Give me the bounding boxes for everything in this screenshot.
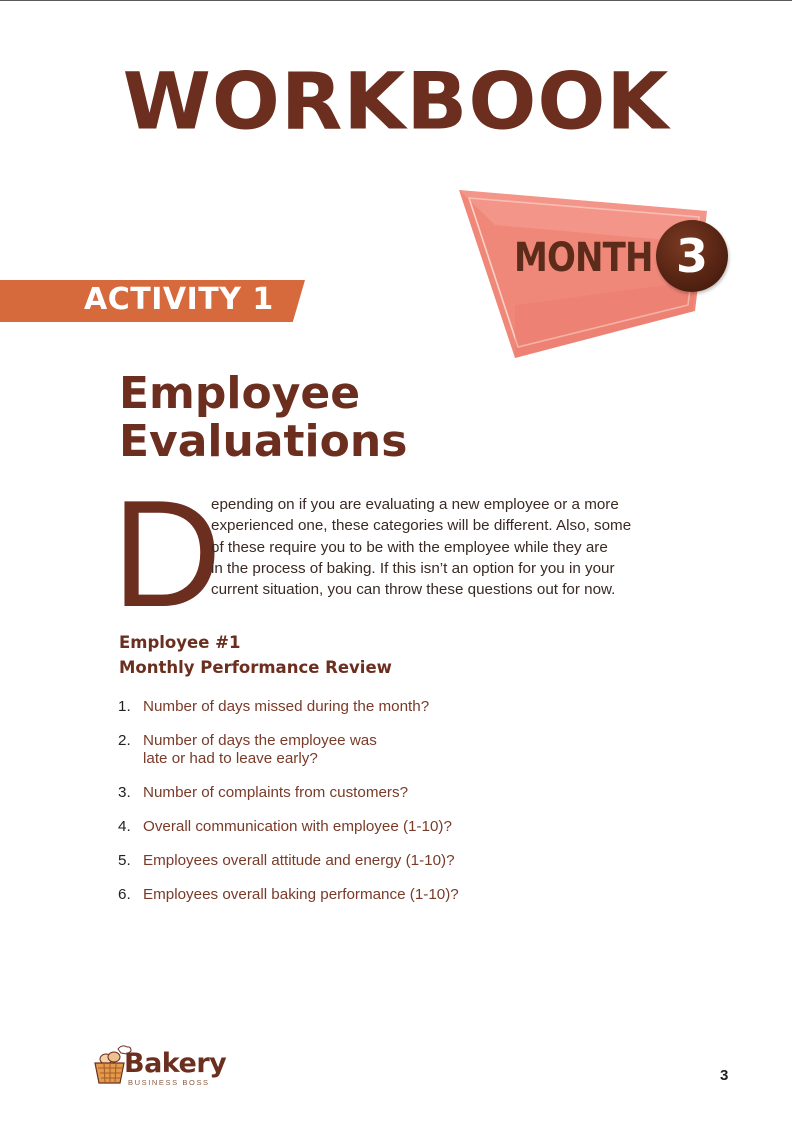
logo-tagline: BUSINESS BOSS (128, 1078, 210, 1087)
question-number: 4. (118, 818, 131, 835)
intro-paragraph (211, 494, 681, 600)
question-line: late or had to leave early? (143, 750, 318, 767)
section-title (119, 370, 407, 466)
question-item (118, 732, 459, 768)
question-list (118, 698, 459, 904)
question-number: 3. (118, 784, 131, 801)
question-text (143, 818, 459, 836)
logo-wordmark: Bakery (124, 1048, 227, 1079)
top-rule (0, 0, 792, 1)
question-item (118, 818, 459, 836)
workbook-title: WORKBOOK (122, 55, 670, 148)
intro-line: in the process of baking. If this isn’t an option for you in your (211, 559, 615, 577)
question-item (118, 784, 459, 802)
section-title-line: Evaluations (119, 416, 408, 467)
intro-line: epending on if you are evaluating a new employee or a more (211, 496, 619, 513)
question-item (118, 886, 459, 904)
question-line: Number of complaints from customers? (143, 784, 409, 801)
question-item (118, 698, 459, 716)
question-text (143, 698, 459, 716)
drop-cap: D (112, 469, 222, 639)
employee-label: Employee #1 (119, 633, 241, 652)
review-title: Monthly Performance Review (119, 658, 392, 677)
question-text (143, 886, 459, 904)
question-line: Number of days missed during the month? (143, 698, 430, 715)
question-line: Employees overall attitude and energy (1-10)? (143, 852, 455, 869)
question-number: 5. (118, 852, 131, 869)
question-number: 2. (118, 732, 131, 749)
question-number: 1. (118, 698, 131, 715)
section-title-line: Employee (119, 368, 361, 419)
question-line: Employees overall baking performance (1-10)? (143, 886, 459, 903)
month-label: MONTH (514, 235, 653, 281)
question-text (143, 784, 459, 802)
question-text (143, 732, 459, 768)
question-number: 6. (118, 886, 131, 903)
month-number-badge: 3 (656, 220, 728, 292)
intro-line: of these require you to be with the employee while they are (211, 538, 608, 556)
intro-line: experienced one, these categories will be different. Also, some (211, 517, 632, 535)
intro-line: current situation, you can throw these questions out for now. (211, 581, 616, 599)
question-line: Overall communication with employee (1-10)? (143, 818, 452, 835)
question-item (118, 852, 459, 870)
activity-label: ACTIVITY 1 (84, 282, 274, 317)
question-text (143, 852, 459, 870)
page-number: 3 (720, 1067, 729, 1084)
question-line: Number of days the employee was (143, 732, 377, 749)
review-heading (119, 630, 392, 680)
